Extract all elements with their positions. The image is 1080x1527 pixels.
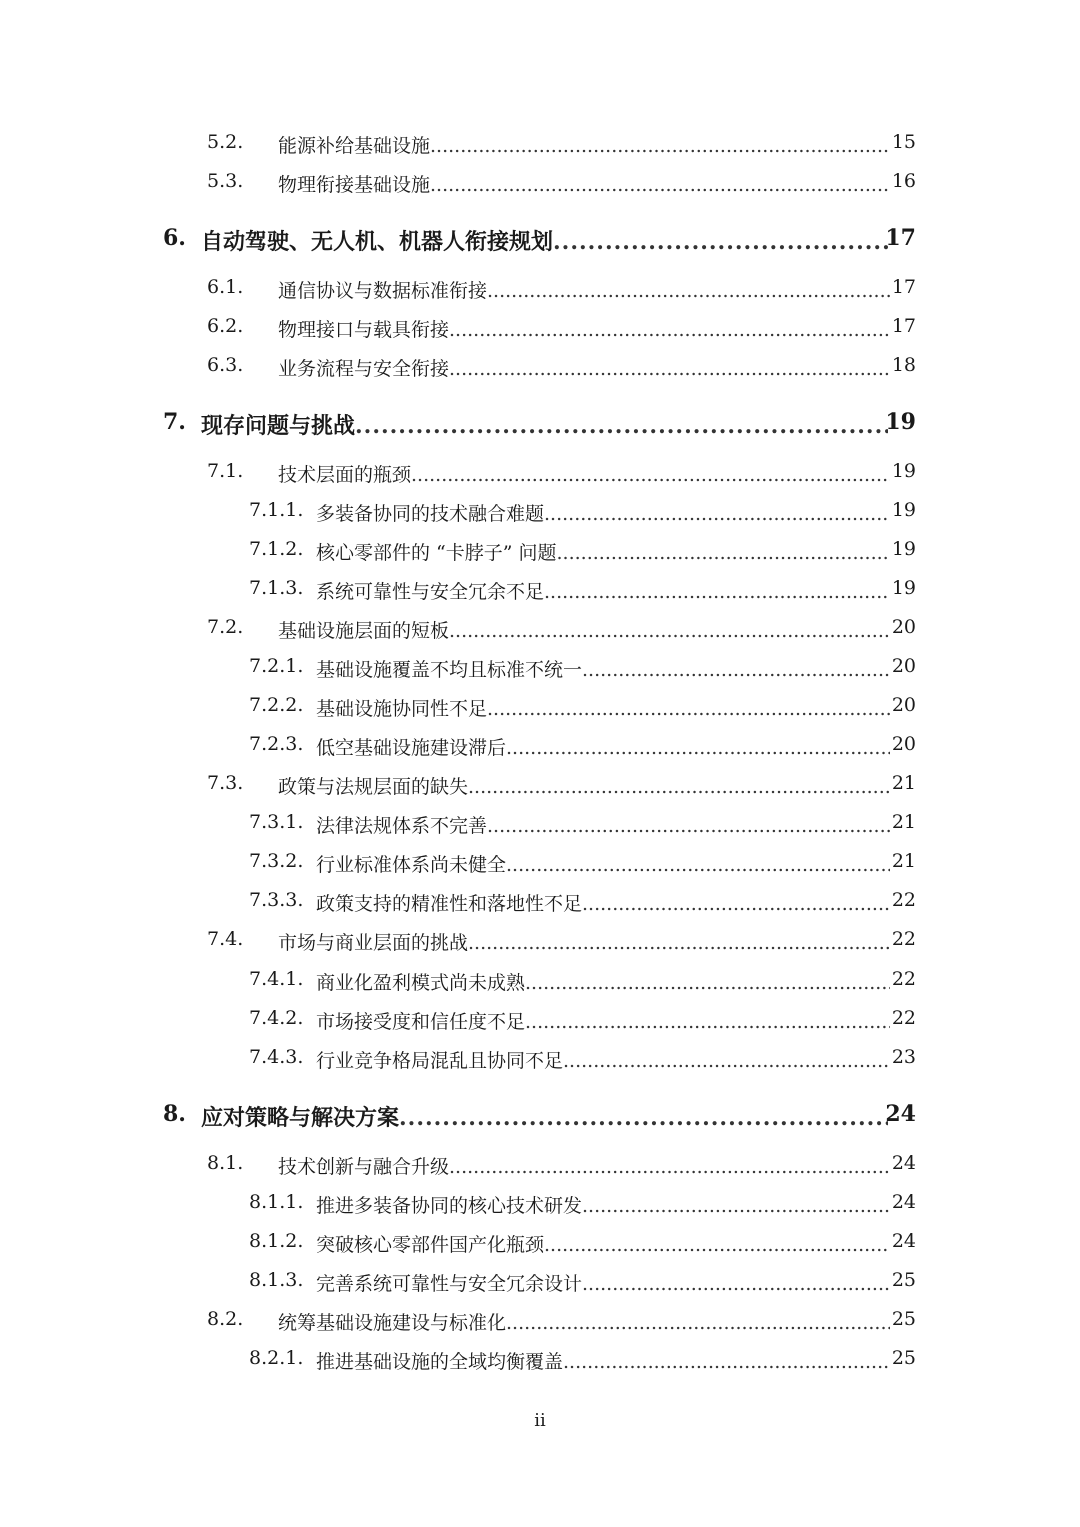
dot-leader bbox=[449, 620, 890, 642]
toc-entry-8-1-1[interactable] bbox=[0, 1191, 1080, 1221]
toc-number: 7.2.2. bbox=[249, 694, 304, 716]
toc-page-number: 24 bbox=[891, 1230, 916, 1252]
dot-leader bbox=[525, 972, 890, 994]
dot-leader bbox=[557, 542, 890, 564]
toc-entry-6-1[interactable] bbox=[0, 276, 1080, 306]
toc-page-number: 20 bbox=[891, 733, 916, 755]
toc-entry-7-1[interactable] bbox=[0, 460, 1080, 490]
toc-number: 7.2.1. bbox=[249, 655, 304, 677]
toc-page-number: 24 bbox=[891, 1152, 916, 1174]
toc-number: 7.4.2. bbox=[249, 1007, 304, 1029]
toc-number: 7.3.2. bbox=[249, 850, 304, 872]
dot-leader bbox=[563, 1050, 890, 1072]
toc-page-number: 15 bbox=[891, 131, 916, 153]
dot-leader bbox=[487, 280, 890, 302]
toc-chapter-7[interactable] bbox=[0, 409, 1080, 449]
toc-title: 系统可靠性与安全冗余不足 bbox=[316, 581, 545, 603]
toc-page-number: 19 bbox=[891, 499, 916, 521]
toc-number: 8.1.3. bbox=[249, 1269, 304, 1291]
toc-entry-7-1-2[interactable] bbox=[0, 538, 1080, 568]
toc-title: 核心零部件的 “卡脖子” 问题 bbox=[316, 542, 557, 564]
toc-entry-6-3[interactable] bbox=[0, 354, 1080, 384]
toc-title: 推进基础设施的全域均衡覆盖 bbox=[316, 1351, 564, 1373]
dot-leader bbox=[487, 815, 890, 837]
toc-entry-7-3[interactable] bbox=[0, 772, 1080, 802]
dot-leader bbox=[449, 319, 890, 341]
toc-page-number: 19 bbox=[885, 409, 916, 435]
toc-number: 6.2. bbox=[207, 315, 244, 337]
toc-page-number: 21 bbox=[891, 772, 916, 794]
toc-number: 6.1. bbox=[207, 276, 244, 298]
toc-number: 8.1. bbox=[207, 1152, 244, 1174]
toc-page-number: 20 bbox=[891, 694, 916, 716]
dot-leader bbox=[506, 1312, 890, 1334]
toc-entry-7-4[interactable] bbox=[0, 928, 1080, 958]
toc-number: 7.3.3. bbox=[249, 889, 304, 911]
toc-title: 政策支持的精准性和落地性不足 bbox=[316, 893, 583, 915]
toc-title: 通信协议与数据标准衔接 bbox=[278, 280, 488, 302]
toc-page-number: 18 bbox=[891, 354, 916, 376]
toc-entry-7-3-3[interactable] bbox=[0, 889, 1080, 919]
dot-leader bbox=[449, 1156, 890, 1178]
toc-title: 物理衔接基础设施 bbox=[278, 174, 431, 196]
toc-title: 统筹基础设施建设与标准化 bbox=[278, 1312, 507, 1334]
toc-entry-7-2-3[interactable] bbox=[0, 733, 1080, 763]
toc-number: 6.3. bbox=[207, 354, 244, 376]
toc-title: 行业竞争格局混乱且协同不足 bbox=[316, 1050, 564, 1072]
toc-entry-7-3-2[interactable] bbox=[0, 850, 1080, 880]
dot-leader bbox=[430, 174, 890, 196]
dot-leader bbox=[544, 503, 890, 525]
toc-page-number: 25 bbox=[891, 1308, 916, 1330]
toc-number: 7.4.1. bbox=[249, 968, 304, 990]
toc-title: 行业标准体系尚未健全 bbox=[316, 854, 507, 876]
toc-title: 推进多装备协同的核心技术研发 bbox=[316, 1195, 583, 1217]
toc-page-number: 22 bbox=[891, 968, 916, 990]
toc-title: 低空基础设施建设滞后 bbox=[316, 737, 507, 759]
toc-page-number: 21 bbox=[891, 811, 916, 833]
toc-title: 自动驾驶、无人机、机器人衔接规划 bbox=[201, 229, 554, 255]
toc-number: 7.2. bbox=[207, 616, 244, 638]
toc-number: 7.3.1. bbox=[249, 811, 304, 833]
dot-leader bbox=[506, 854, 890, 876]
toc-number: 7.1. bbox=[207, 460, 244, 482]
toc-entry-8-2[interactable] bbox=[0, 1308, 1080, 1338]
toc-entry-8-2-1[interactable] bbox=[0, 1347, 1080, 1377]
toc-page-number: 23 bbox=[891, 1046, 916, 1068]
dot-leader bbox=[430, 135, 890, 157]
dot-leader bbox=[449, 358, 890, 380]
dot-leader bbox=[582, 659, 890, 681]
toc-title: 多装备协同的技术融合难题 bbox=[316, 503, 545, 525]
toc-title: 技术创新与融合升级 bbox=[278, 1156, 450, 1178]
toc-entry-7-4-3[interactable] bbox=[0, 1046, 1080, 1076]
dot-leader bbox=[582, 893, 890, 915]
dot-leader bbox=[468, 932, 890, 954]
toc-page-number: 19 bbox=[891, 460, 916, 482]
toc-number: 7.1.1. bbox=[249, 499, 304, 521]
toc-page-number: 25 bbox=[891, 1347, 916, 1369]
toc-number: 7.4.3. bbox=[249, 1046, 304, 1068]
toc-page-number: 25 bbox=[891, 1269, 916, 1291]
toc-page-number: 17 bbox=[891, 315, 916, 337]
toc-title: 完善系统可靠性与安全冗余设计 bbox=[316, 1273, 583, 1295]
toc-entry-7-1-3[interactable] bbox=[0, 577, 1080, 607]
toc-number: 6. bbox=[163, 225, 186, 251]
toc-page-number: 24 bbox=[885, 1101, 916, 1127]
toc-title: 商业化盈利模式尚未成熟 bbox=[316, 972, 526, 994]
dot-leader bbox=[582, 1195, 890, 1217]
toc-page-number: 22 bbox=[891, 889, 916, 911]
toc-entry-7-1-1[interactable] bbox=[0, 499, 1080, 529]
toc-number: 8.1.1. bbox=[249, 1191, 304, 1213]
toc-entry-5-3[interactable] bbox=[0, 170, 1080, 200]
toc-entry-7-2-1[interactable] bbox=[0, 655, 1080, 685]
toc-number: 7.1.2. bbox=[249, 538, 304, 560]
toc-page-number: 19 bbox=[891, 577, 916, 599]
toc-number: 7.4. bbox=[207, 928, 244, 950]
toc-number: 7.3. bbox=[207, 772, 244, 794]
dot-leader bbox=[355, 413, 888, 439]
toc-entry-8-1-2[interactable] bbox=[0, 1230, 1080, 1260]
toc-title: 物理接口与载具衔接 bbox=[278, 319, 450, 341]
toc-entry-5-2[interactable] bbox=[0, 131, 1080, 161]
toc-chapter-6[interactable] bbox=[0, 225, 1080, 265]
toc-entry-7-4-2[interactable] bbox=[0, 1007, 1080, 1037]
toc-page-number: 20 bbox=[891, 655, 916, 677]
toc-title: 能源补给基础设施 bbox=[278, 135, 431, 157]
toc-number: 8.1.2. bbox=[249, 1230, 304, 1252]
toc-title: 技术层面的瓶颈 bbox=[278, 464, 412, 486]
toc-number: 8. bbox=[163, 1101, 186, 1127]
toc-title: 应对策略与解决方案 bbox=[201, 1105, 400, 1131]
toc-title: 现存问题与挑战 bbox=[201, 413, 356, 439]
toc-page-number: 24 bbox=[891, 1191, 916, 1213]
toc-title: 法律法规体系不完善 bbox=[316, 815, 488, 837]
toc-title: 基础设施覆盖不均且标准不统一 bbox=[316, 659, 583, 681]
toc-number: 5.3. bbox=[207, 170, 244, 192]
dot-leader bbox=[487, 698, 890, 720]
dot-leader bbox=[544, 1234, 890, 1256]
toc-page-number: 16 bbox=[891, 170, 916, 192]
dot-leader bbox=[468, 776, 890, 798]
toc-page-number: 22 bbox=[891, 928, 916, 950]
dot-leader bbox=[544, 581, 890, 603]
toc-number: 8.2.1. bbox=[249, 1347, 304, 1369]
toc-page-number: 21 bbox=[891, 850, 916, 872]
toc-number: 7. bbox=[163, 409, 186, 435]
dot-leader bbox=[399, 1105, 888, 1131]
toc-entry-7-3-1[interactable] bbox=[0, 811, 1080, 841]
toc-entry-8-1-3[interactable] bbox=[0, 1269, 1080, 1299]
dot-leader bbox=[553, 229, 888, 255]
toc-page-number: 22 bbox=[891, 1007, 916, 1029]
toc-title: 市场接受度和信任度不足 bbox=[316, 1011, 526, 1033]
toc-page-number: 17 bbox=[891, 276, 916, 298]
toc-entry-8-1[interactable] bbox=[0, 1152, 1080, 1182]
toc-number: 7.2.3. bbox=[249, 733, 304, 755]
toc-page-number: 20 bbox=[891, 616, 916, 638]
dot-leader bbox=[525, 1011, 890, 1033]
toc-title: 突破核心零部件国产化瓶颈 bbox=[316, 1234, 545, 1256]
toc-title: 基础设施协同性不足 bbox=[316, 698, 488, 720]
dot-leader bbox=[582, 1273, 890, 1295]
toc-title: 市场与商业层面的挑战 bbox=[278, 932, 469, 954]
toc-title: 政策与法规层面的缺失 bbox=[278, 776, 469, 798]
toc-title: 业务流程与安全衔接 bbox=[278, 358, 450, 380]
toc-number: 8.2. bbox=[207, 1308, 244, 1330]
toc-entry-7-4-1[interactable] bbox=[0, 968, 1080, 998]
toc-entry-6-2[interactable] bbox=[0, 315, 1080, 345]
toc-page-number: 17 bbox=[885, 225, 916, 251]
page-number-footer: ii bbox=[534, 1410, 546, 1431]
toc-number: 7.1.3. bbox=[249, 577, 304, 599]
toc-title: 基础设施层面的短板 bbox=[278, 620, 450, 642]
toc-page-number: 19 bbox=[891, 538, 916, 560]
dot-leader bbox=[411, 464, 890, 486]
dot-leader bbox=[563, 1351, 890, 1373]
toc-entry-7-2[interactable] bbox=[0, 616, 1080, 646]
toc-number: 5.2. bbox=[207, 131, 244, 153]
toc-chapter-8[interactable] bbox=[0, 1101, 1080, 1141]
dot-leader bbox=[506, 737, 890, 759]
toc-entry-7-2-2[interactable] bbox=[0, 694, 1080, 724]
